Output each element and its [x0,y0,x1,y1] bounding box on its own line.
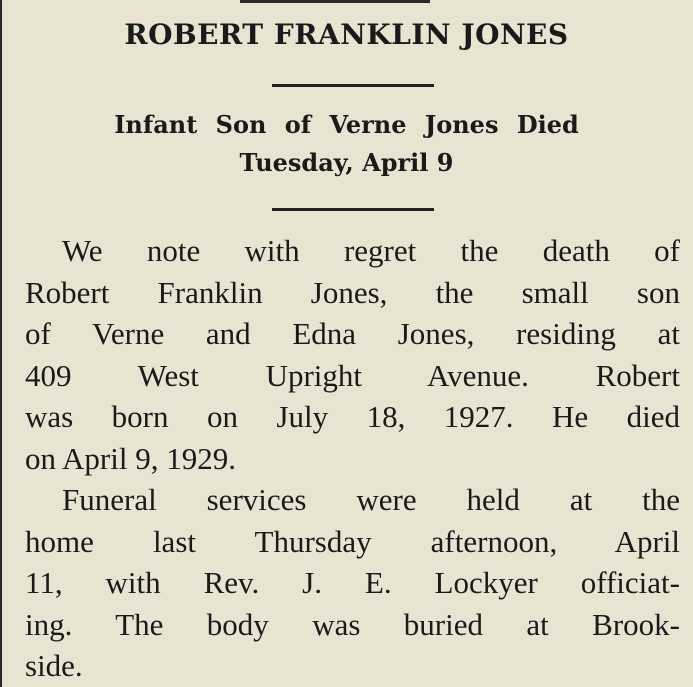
text-line: 11, with Rev. J. E. Lockyer officiat- [25,565,680,600]
headline: ROBERT FRANKLIN JONES [124,18,569,51]
text-line: Robert Franklin Jones, the small son [25,274,680,310]
headline-divider [272,84,434,87]
text-line: of Verne and Edna Jones, residing at [25,316,680,351]
text-line: 409 West Upright Avenue. Robert [25,357,680,393]
text-line: We note with regret the death of [62,233,680,268]
text-line: ing. The body was buried at Brook- [25,606,680,642]
text-line: was born on July 18, 1927. He died [25,399,680,434]
subheadline-divider [272,208,434,211]
text-line: home last Thursday afternoon, April [25,523,680,559]
column-rule [0,0,2,687]
text-line: on April 9, 1929. [25,440,236,476]
text-line: side. [25,648,83,683]
paragraph-2 [25,479,680,687]
subheadline [0,106,693,182]
subheadline-line-2: Tuesday, April 9 [239,148,454,177]
subheadline-line-1: Infant Son of Verne Jones Died [114,110,579,139]
paragraph-1 [25,230,680,479]
text-line: Funeral services were held at the [62,482,680,517]
top-divider [240,0,430,3]
